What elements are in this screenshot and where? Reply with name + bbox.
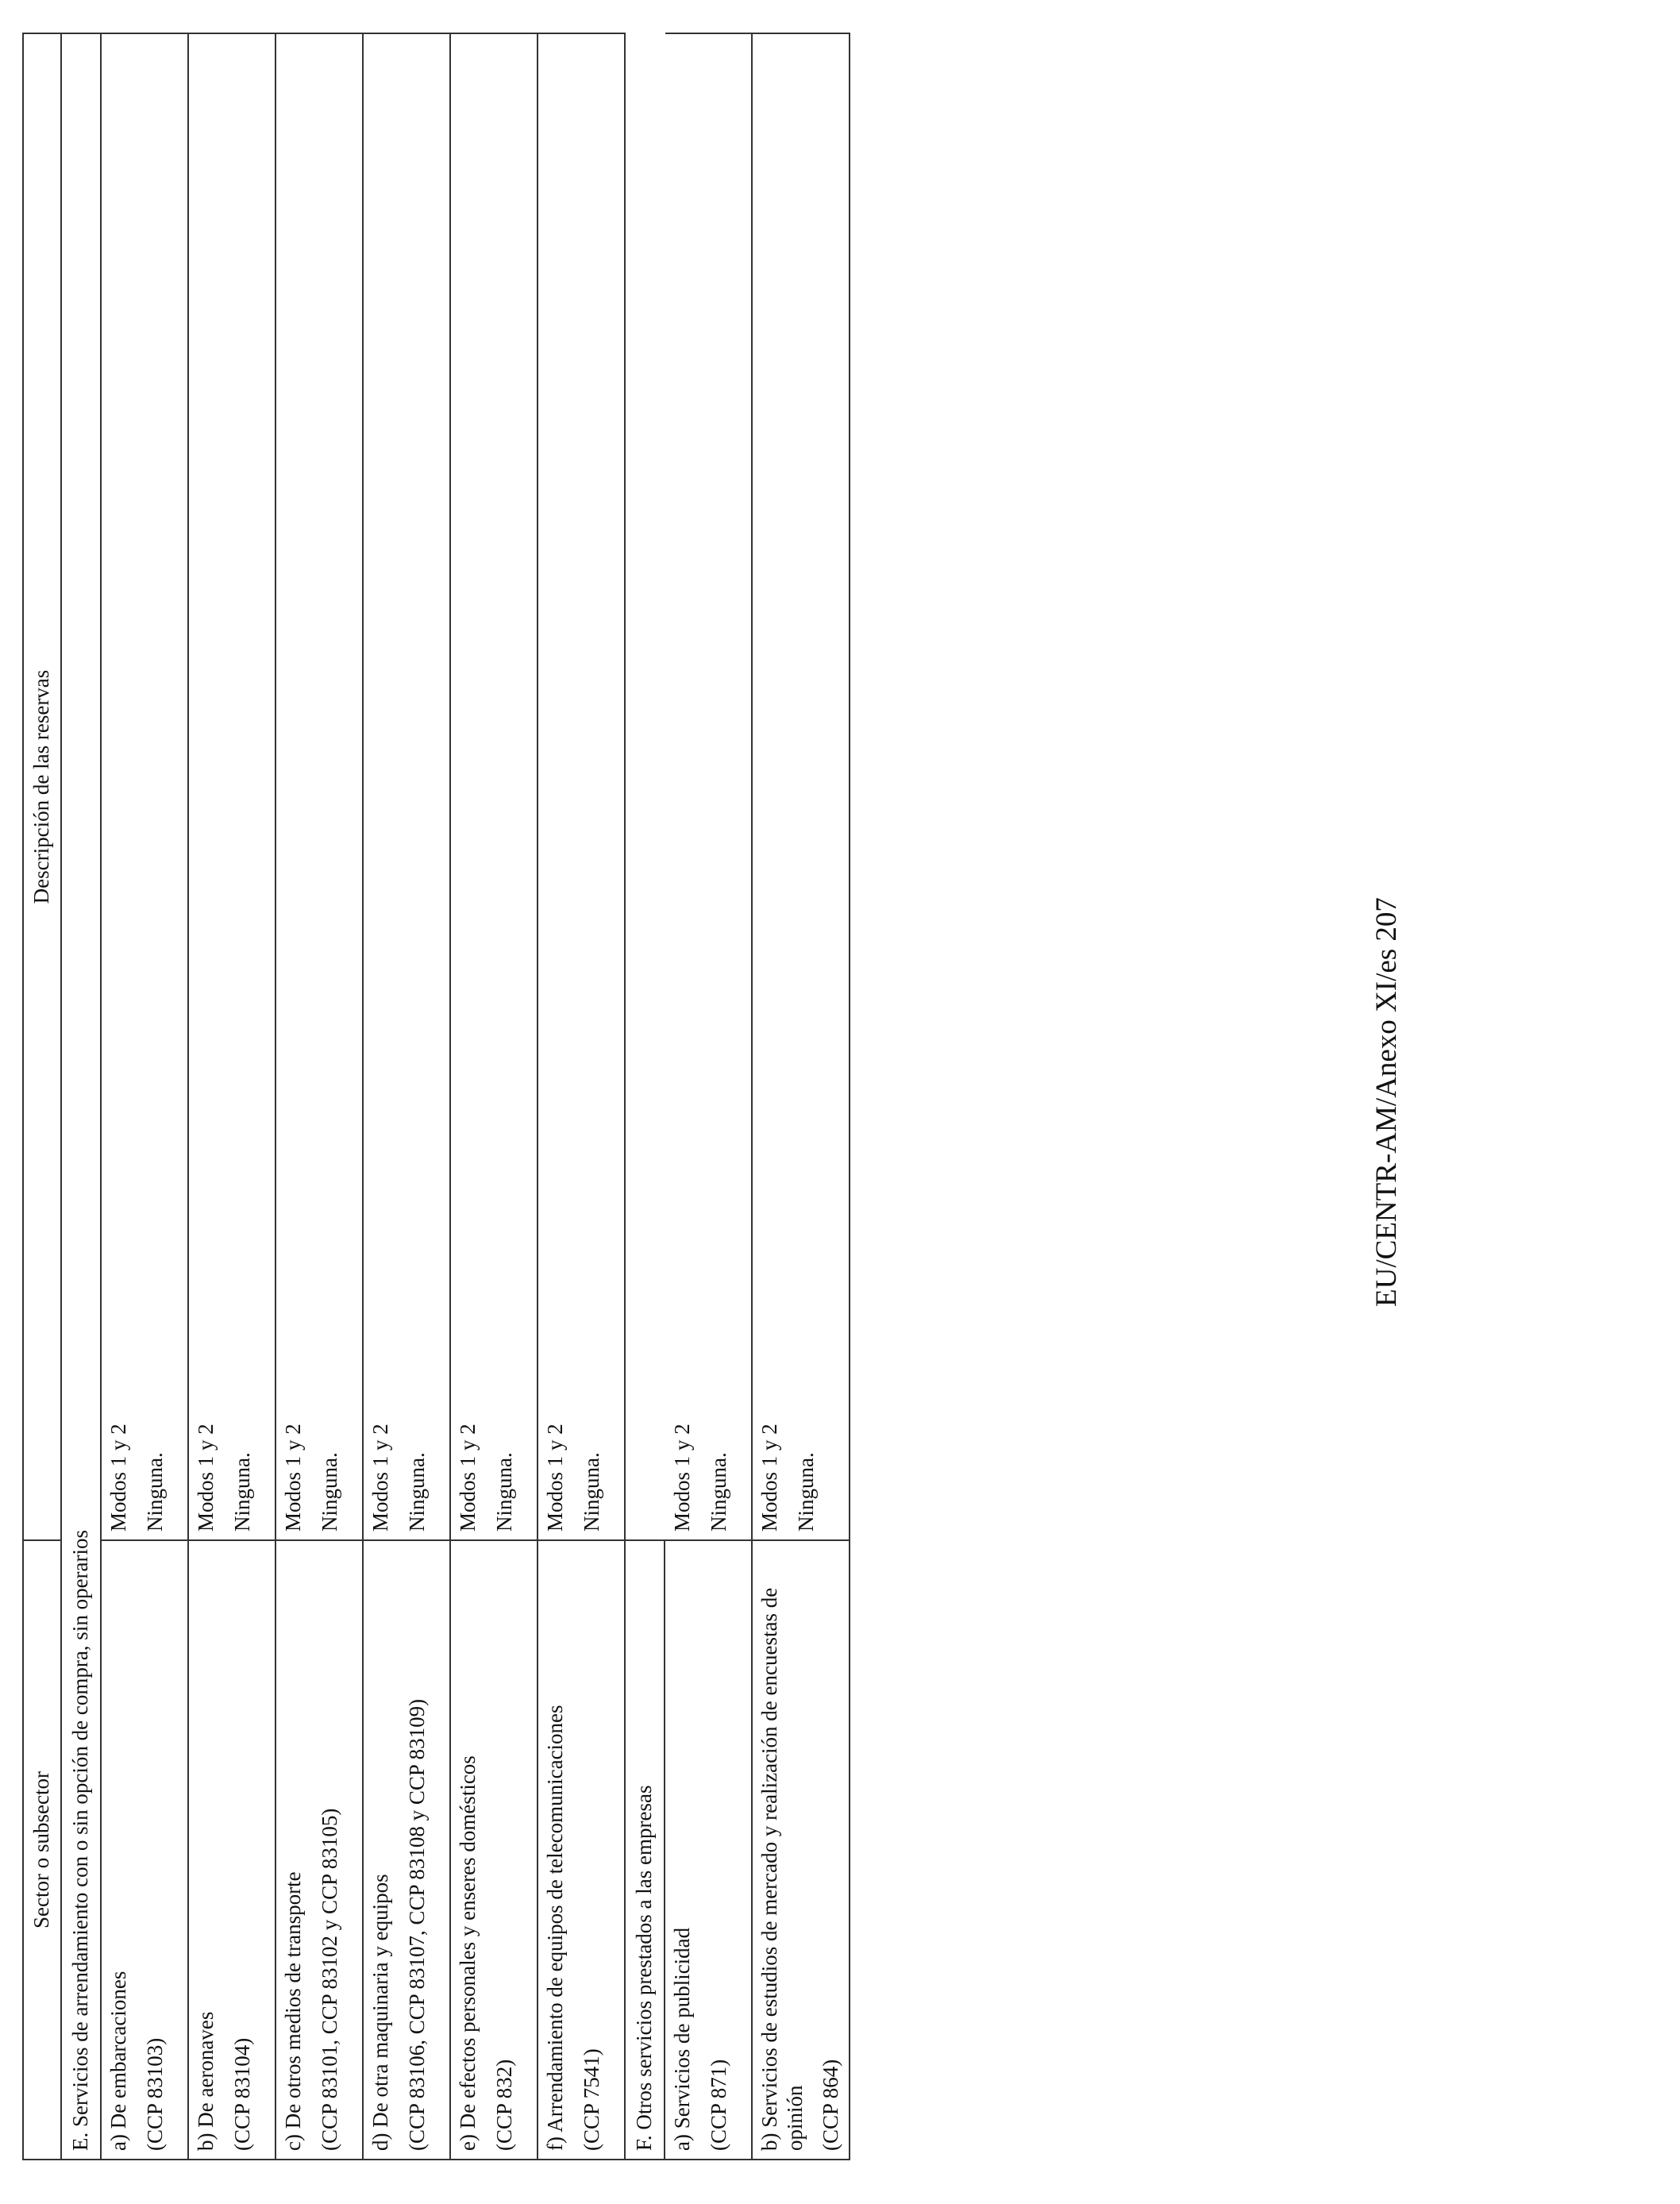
sector-column-header: Sector o subsector (23, 1540, 61, 2160)
reservation-text: Ninguna. (404, 1452, 429, 1532)
description-cell (363, 33, 450, 1540)
ccp-code: (CCP 83103) (142, 2037, 167, 2151)
reservation-text: Ninguna. (317, 1452, 341, 1532)
description-cell (188, 33, 276, 1540)
sector-cell (101, 1540, 188, 2160)
ccp-code: (CCP 871) (706, 2059, 730, 2151)
reservation-text: Ninguna. (229, 1452, 254, 1532)
ccp-code: (CCP 832) (491, 2059, 516, 2151)
modes-label: Modos 1 y 2 (757, 1424, 781, 1532)
sector-name: b) Servicios de estudios de mercado y realización de encuestas de opinión (757, 1587, 807, 2151)
sector-name: a) Servicios de publicidad (669, 1927, 694, 2151)
description-column-header: Descripción de las reservas (23, 33, 61, 1540)
section-title: E. Servicios de arrendamiento con o sin opción de compra, sin operarios (61, 33, 101, 2160)
table-row (363, 33, 450, 2160)
sector-name: d) De otra maquinaria y equipos (368, 1874, 392, 2151)
reservation-text: Ninguna. (491, 1452, 516, 1532)
modes-label: Modos 1 y 2 (106, 1424, 130, 1532)
sector-name: a) De embarcaciones (106, 1971, 130, 2151)
reservation-text: Ninguna. (793, 1452, 818, 1532)
sector-cell (276, 1540, 363, 2160)
sector-name: c) De otros medios de transporte (280, 1871, 305, 2151)
ccp-code: (CCP 83106, CCP 83107, CCP 83108 y CCP 83109) (404, 1698, 429, 2151)
sector-name: b) De aeronaves (193, 2011, 218, 2151)
table-row (665, 33, 752, 2160)
reservation-text: Ninguna. (142, 1452, 167, 1532)
description-cell (276, 33, 363, 1540)
modes-label: Modos 1 y 2 (368, 1424, 392, 1532)
sector-cell (752, 1540, 850, 2160)
sector-cell (363, 1540, 450, 2160)
table-row (101, 33, 188, 2160)
description-cell (665, 33, 752, 1540)
ccp-code: (CCP 7541) (579, 2048, 603, 2151)
table-row (450, 33, 538, 2160)
description-cell (752, 33, 850, 1540)
section-title: F. Otros servicios prestados a las empresas (625, 1540, 665, 2160)
table-row (752, 33, 850, 2160)
sector-cell (188, 1540, 276, 2160)
empty-cell (625, 33, 665, 1540)
sector-cell (450, 1540, 538, 2160)
section-row (61, 33, 101, 2160)
ccp-code: (CCP 83101, CCP 83102 y CCP 83105) (317, 1808, 341, 2151)
table-row (538, 33, 625, 2160)
reservations-table (22, 33, 850, 2160)
table-header-row (23, 33, 61, 2160)
sector-cell (538, 1540, 625, 2160)
page-footer-reference: EU/CENTR-AM/Anexo XI/es 207 (1370, 897, 1403, 1307)
sector-name: e) De efectos personales y enseres domésticos (455, 1755, 480, 2151)
section-row (625, 33, 665, 2160)
ccp-code: (CCP 83104) (229, 2037, 254, 2151)
modes-label: Modos 1 y 2 (542, 1424, 567, 1532)
reservation-text: Ninguna. (706, 1452, 730, 1532)
ccp-code: (CCP 864) (819, 2059, 843, 2151)
description-cell (538, 33, 625, 1540)
table-row (276, 33, 363, 2160)
reservation-text: Ninguna. (579, 1452, 603, 1532)
description-cell (450, 33, 538, 1540)
modes-label: Modos 1 y 2 (193, 1424, 218, 1532)
modes-label: Modos 1 y 2 (669, 1424, 694, 1532)
modes-label: Modos 1 y 2 (280, 1424, 305, 1532)
modes-label: Modos 1 y 2 (455, 1424, 480, 1532)
table-row (188, 33, 276, 2160)
sector-name: f) Arrendamiento de equipos de telecomunicaciones (542, 1705, 567, 2151)
sector-cell (665, 1540, 752, 2160)
description-cell (101, 33, 188, 1540)
